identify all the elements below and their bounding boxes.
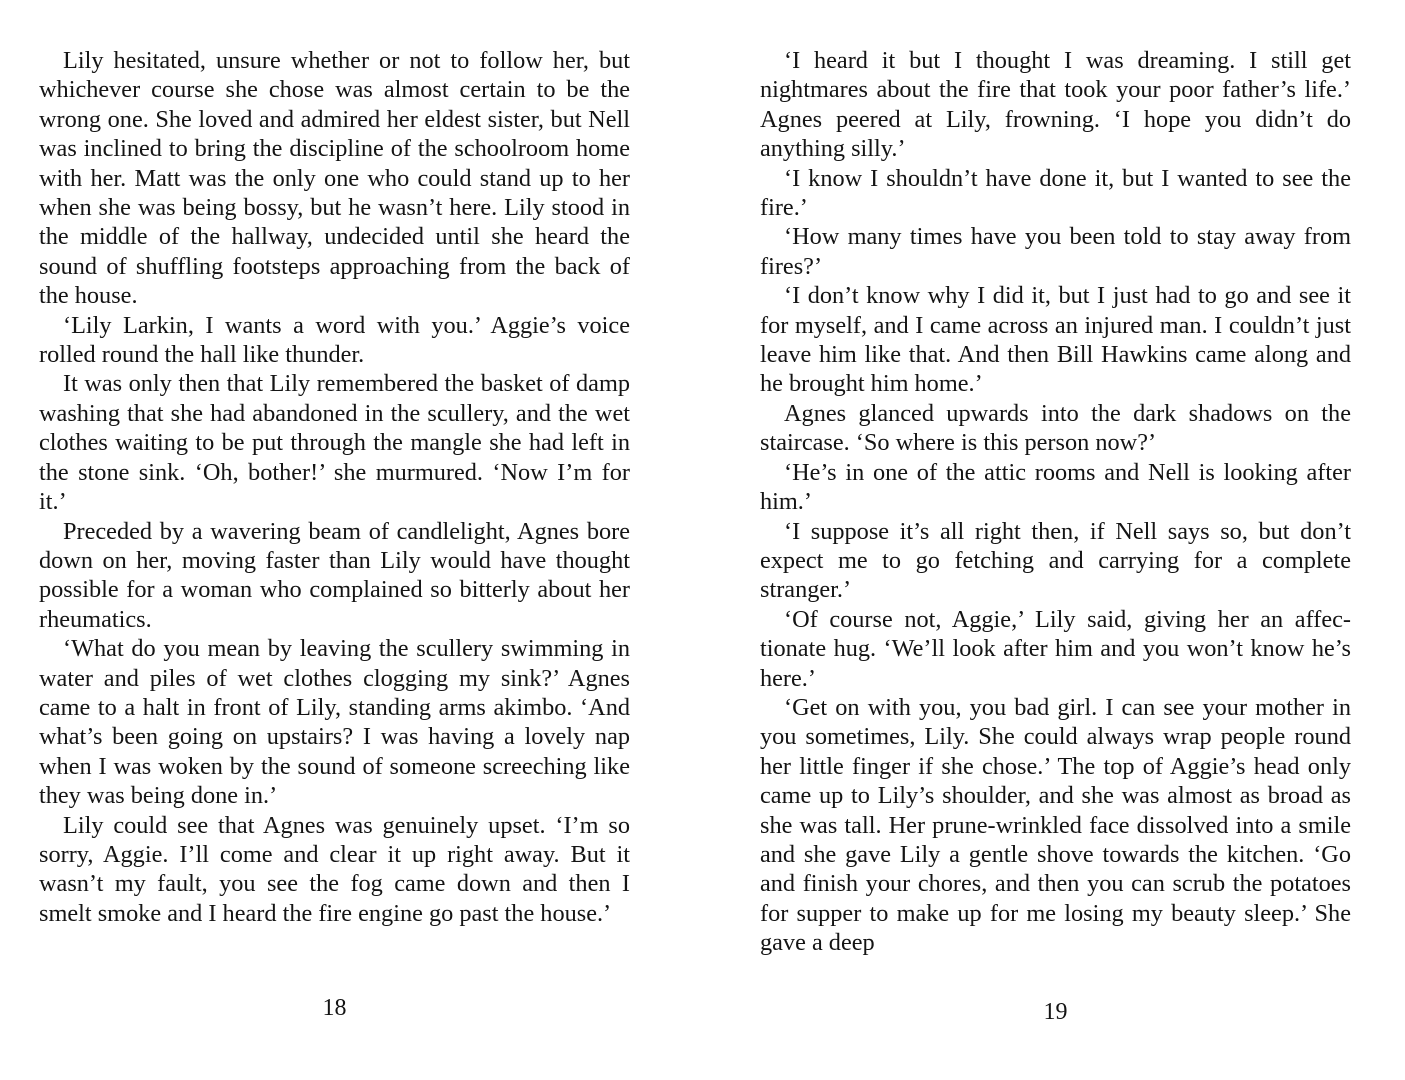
paragraph: Lily hesitated, unsure whether or not to follow her, but whichever course she chose was almost certain to be the wrong one. She loved and admired her eldest sister, but Nell was inclined to bring the discipline of the schoolroom home with her. Matt was the only one who could stand up to her when she was being bossy, but he wasn’t here. Lily stood in the middle of the hallway, undecided until she heard the sound of shuffling footsteps approaching from the back of the house. (39, 47, 630, 310)
paragraph: ‘How many times have you been told to stay away from fires?’ (760, 223, 1351, 280)
paragraph: ‘He’s in one of the attic rooms and Nell is looking after him.’ (760, 458, 1351, 516)
page-number-left: 18 (322, 995, 347, 1021)
paragraph: ‘I don’t know why I did it, but I just had to go and see it for myself, and I came across an injured man. I couldn’t just leave him like that. And then Bill Hawkins came along and he brought him home.’ (760, 282, 1351, 398)
paragraph: ‘I heard it but I thought I was dreaming. I still get nightmares about the fire that took your poor father’s life.’ Agnes peered at Lily, frowning. ‘I hope you didn’t do anything silly.’ (760, 47, 1351, 163)
paragraph: ‘Lily Larkin, I wants a word with you.’ Aggie’s voice rolled round the hall like thunder. (39, 311, 630, 369)
paragraph: ‘What do you mean by leaving the scullery swimming in water and piles of wet clothes clogging my sink?’ Agnes came to a halt in front of Lily, standing arms akimbo. ‘And what’s been going on upstairs? I was having a lovely nap when I was woken by the sound of someone screeching like they was being done in.’ (39, 635, 630, 810)
page-number-right: 19 (1043, 999, 1068, 1025)
right-page-text (760, 46, 1351, 958)
paragraph: It was only then that Lily remembered the basket of damp washing that she had abandoned in the scullery, and the wet clothes waiting to be put through the mangle she had left in the stone sink. ‘Oh, bother!’ she murmured. ‘Now I’m for it.’ (39, 370, 630, 516)
paragraph: Agnes glanced upwards into the dark shadows on the staircase. ‘So where is this person now?’ (760, 399, 1351, 457)
right-page (760, 46, 1351, 1046)
paragraph: ‘Of course not, Aggie,’ Lily said, giving her an affectionate hug. ‘We’ll look after him and you won’t know he’s here.’ (760, 605, 1351, 692)
paragraph: Lily could see that Agnes was genuinely upset. ‘I’m so sorry, Aggie. I’ll come and clear it up right away. But it wasn’t my fault, you see the fog came down and then I smelt smoke and I heard the fire engine go past the house.’ (39, 811, 630, 927)
left-page-text (39, 46, 630, 928)
left-page (39, 46, 630, 1046)
paragraph: Preceded by a wavering beam of candlelight, Agnes bore down on her, moving faster than Lily would have thought possible for a woman who complained so bitterly about her rheumatics. (39, 517, 630, 633)
paragraph: ‘Get on with you, you bad girl. I can see your mother in you sometimes, Lily. She could always wrap people round her little finger if she chose.’ The top of Aggie’s head only came up to Lily’s shoulder, and she was almost as broad as she was tall. Her prune-wrinkled face dissolved into a smile and she gave Lily a gentle shove towards the kitchen. ‘Go and finish your chores, and then you can scrub the potatoes for supper to make up for me losing my beauty sleep.’ She gave a deep (760, 693, 1351, 957)
paragraph: ‘I know I shouldn’t have done it, but I wanted to see the fire.’ (760, 164, 1351, 222)
paragraph: ‘I suppose it’s all right then, if Nell says so, but don’t expect me to go fetching and carrying for a complete stranger.’ (760, 517, 1351, 604)
